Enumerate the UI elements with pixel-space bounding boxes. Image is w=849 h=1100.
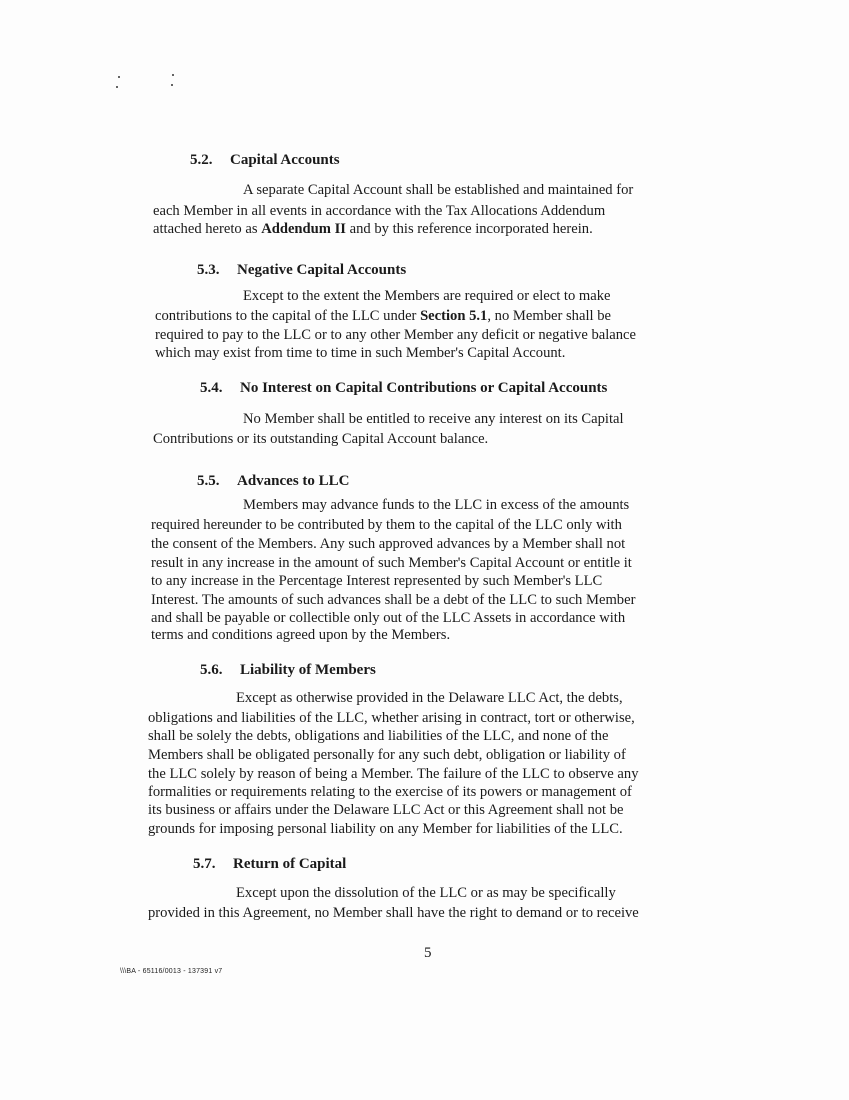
addendum-reference: Addendum II [261, 221, 346, 237]
paragraph-line: each Member in all events in accordance with the Tax Allocations Addendum [153, 203, 606, 219]
section-heading [200, 380, 607, 397]
paragraph-line: shall be solely the debts, obligations and liabilities of the LLC, and none of the [148, 728, 609, 744]
scan-speck [116, 86, 118, 88]
paragraph-line: contributions to the capital of the LLC under Section 5.1, no Member shall be [155, 308, 611, 324]
section-number: 5.7. [193, 856, 216, 872]
paragraph-line: obligations and liabilities of the LLC, whether arising in contract, tort or otherwise, [148, 710, 635, 726]
section-heading [200, 662, 376, 679]
page-number: 5 [424, 945, 432, 961]
scan-speck [172, 74, 174, 76]
paragraph-line: No Member shall be entitled to receive any interest on its Capital [243, 411, 624, 427]
scan-speck [171, 84, 173, 86]
paragraph-line: terms and conditions agreed upon by the Members. [151, 627, 451, 643]
document-id: \\\BA - 65116/0013 - 137391 v7 [120, 968, 223, 975]
paragraph-line: Interest. The amounts of such advances shall be a debt of the LLC to such Member [151, 592, 636, 608]
section-heading [197, 262, 406, 279]
scan-speck [118, 76, 120, 78]
section-heading [193, 856, 346, 873]
paragraph-line: the consent of the Members. Any such approved advances by a Member shall not [151, 536, 626, 552]
section-heading [197, 473, 350, 490]
paragraph-line: Except to the extent the Members are required or elect to make [243, 288, 611, 304]
paragraph-line: Except as otherwise provided in the Delaware LLC Act, the debts, [236, 690, 623, 706]
paragraph-line: and shall be payable or collectible only out of the LLC Assets in accordance with [151, 610, 626, 626]
paragraph-line: to any increase in the Percentage Interest represented by such Member's LLC [151, 573, 603, 589]
paragraph-line: required to pay to the LLC or to any other Member any deficit or negative balance [155, 327, 637, 343]
section-heading [190, 152, 340, 169]
paragraph-line: its business or affairs under the Delaware LLC Act or this Agreement shall not be [148, 802, 624, 818]
section-number: 5.2. [190, 152, 213, 168]
paragraph-line: Members shall be obligated personally for any such debt, obligation or liability of [148, 747, 626, 763]
section-reference: Section 5.1 [420, 308, 488, 324]
paragraph-line: A separate Capital Account shall be established and maintained for [243, 182, 634, 198]
section-title: Negative Capital Accounts [237, 262, 407, 278]
section-title: Advances to LLC [237, 473, 350, 489]
paragraph-line: result in any increase in the amount of such Member's Capital Account or entitle it [151, 555, 632, 571]
section-number: 5.5. [197, 473, 220, 489]
paragraph-line: provided in this Agreement, no Member shall have the right to demand or to receive [148, 905, 639, 921]
paragraph-line: Members may advance funds to the LLC in excess of the amounts [243, 497, 630, 513]
section-number: 5.3. [197, 262, 220, 278]
section-title: Liability of Members [240, 662, 376, 678]
section-title: Capital Accounts [230, 152, 340, 168]
paragraph-line: which may exist from time to time in such Member's Capital Account. [155, 345, 566, 361]
section-title: Return of Capital [233, 856, 347, 872]
paragraph-line: Contributions or its outstanding Capital Account balance. [153, 431, 489, 447]
section-number: 5.4. [200, 380, 223, 396]
paragraph-line: attached hereto as Addendum II and by this reference incorporated herein. [153, 221, 593, 237]
section-number: 5.6. [200, 662, 223, 678]
paragraph-line: formalities or requirements relating to the exercise of its powers or management of [148, 784, 632, 800]
paragraph-line: required hereunder to be contributed by them to the capital of the LLC only with [151, 517, 622, 533]
section-title: No Interest on Capital Contributions or Capital Accounts [240, 380, 608, 396]
paragraph-line: grounds for imposing personal liability on any Member for liabilities of the LLC. [148, 821, 623, 837]
paragraph-line: Except upon the dissolution of the LLC or as may be specifically [236, 885, 616, 901]
paragraph-line: the LLC solely by reason of being a Member. The failure of the LLC to observe any [148, 766, 639, 782]
